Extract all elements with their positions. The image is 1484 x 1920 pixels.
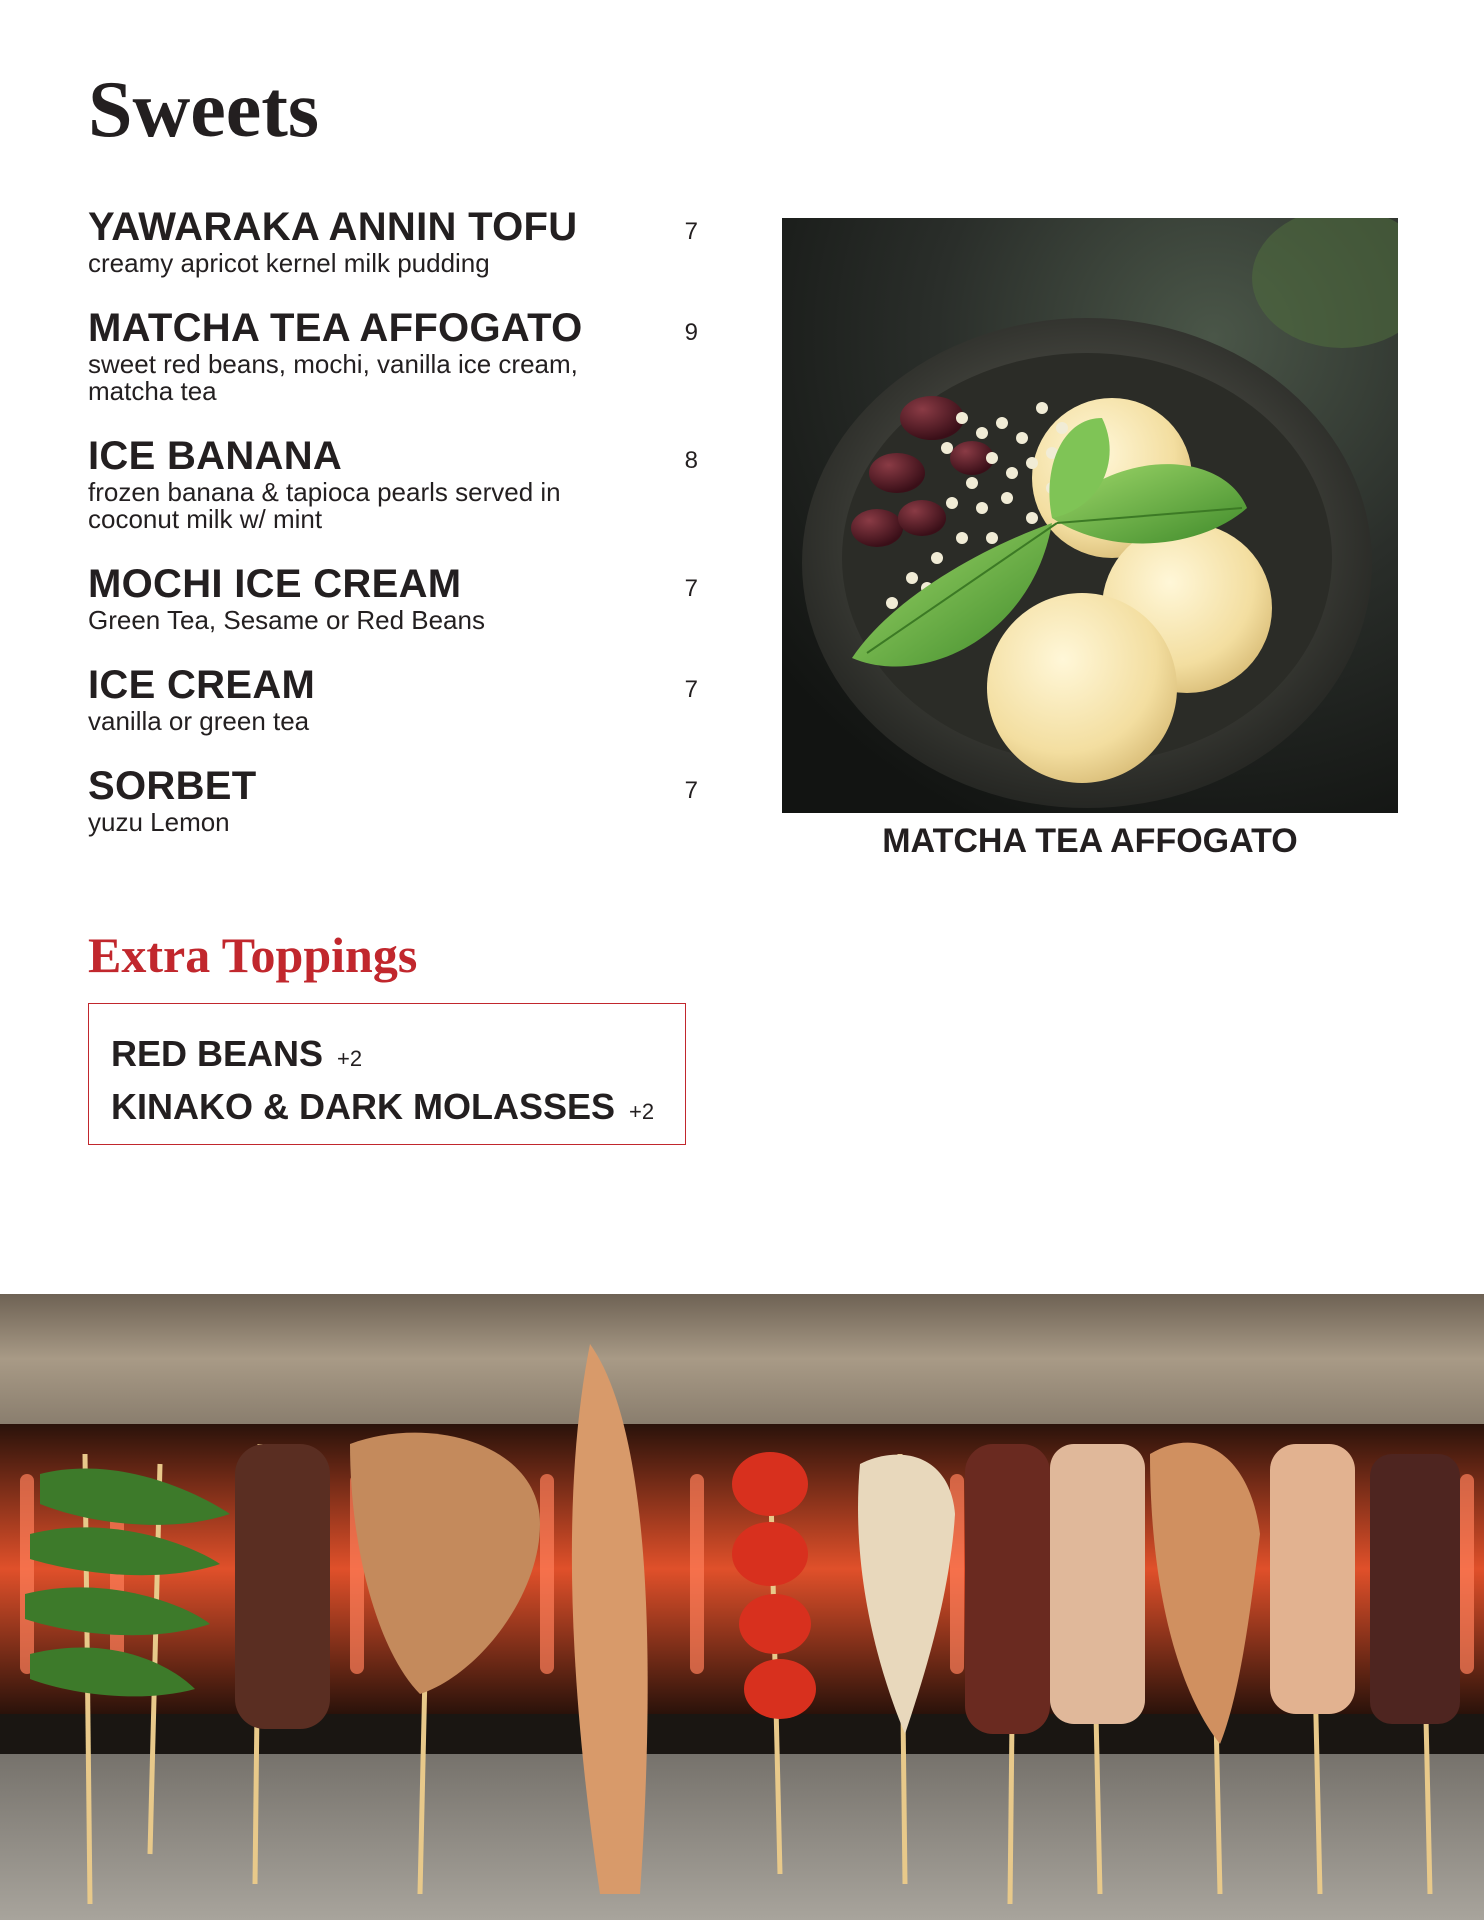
menu-item-price: 7 — [684, 777, 698, 804]
topping-price: +2 — [629, 1099, 655, 1124]
topping-name: KINAKO & DARK MOLASSES — [111, 1086, 616, 1127]
page-title: Sweets — [88, 66, 320, 154]
menu-item-price: 7 — [684, 218, 698, 245]
menu-item-name: YAWARAKA ANNIN TOFU — [88, 205, 578, 249]
menu-item-price: 7 — [684, 676, 698, 703]
grill-illustration — [0, 1294, 1484, 1920]
menu-item-description: yuzu Lemon — [88, 807, 230, 837]
topping-item — [111, 1083, 685, 1136]
menu-item-price: 7 — [684, 575, 698, 602]
menu-item — [88, 305, 698, 405]
sweets-menu-list — [88, 204, 698, 864]
topping-price: +2 — [337, 1046, 363, 1071]
extra-toppings-title: Extra Toppings — [88, 927, 418, 983]
dessert-photo — [782, 218, 1398, 813]
photo-caption: MATCHA TEA AFFOGATO — [882, 822, 1298, 860]
topping-name: RED BEANS — [111, 1033, 324, 1074]
menu-item — [88, 204, 698, 277]
menu-item-name: SORBET — [88, 764, 257, 808]
menu-item-name: MATCHA TEA AFFOGATO — [88, 306, 583, 350]
menu-item-name: ICE CREAM — [88, 663, 316, 707]
menu-item — [88, 561, 698, 634]
menu-item — [88, 433, 698, 533]
menu-item-price: 9 — [684, 319, 698, 346]
menu-item-description: creamy apricot kernel milk pudding — [88, 248, 490, 278]
dessert-illustration — [782, 218, 1398, 813]
menu-item-description: vanilla or green tea — [88, 706, 310, 736]
menu-item-description: sweet red beans, mochi, vanilla ice cream, matcha tea — [88, 349, 578, 406]
extra-toppings-box — [88, 1003, 686, 1145]
topping-item — [111, 1030, 685, 1083]
menu-item-name: ICE BANANA — [88, 434, 343, 478]
menu-item-description: Green Tea, Sesame or Red Beans — [88, 605, 485, 635]
menu-item-name: MOCHI ICE CREAM — [88, 562, 462, 606]
menu-item-description: frozen banana & tapioca pearls served in coconut milk w/ mint — [88, 477, 561, 534]
grill-photo — [0, 1294, 1484, 1920]
menu-item — [88, 662, 698, 735]
menu-item-price: 8 — [684, 447, 698, 474]
menu-item — [88, 763, 698, 836]
